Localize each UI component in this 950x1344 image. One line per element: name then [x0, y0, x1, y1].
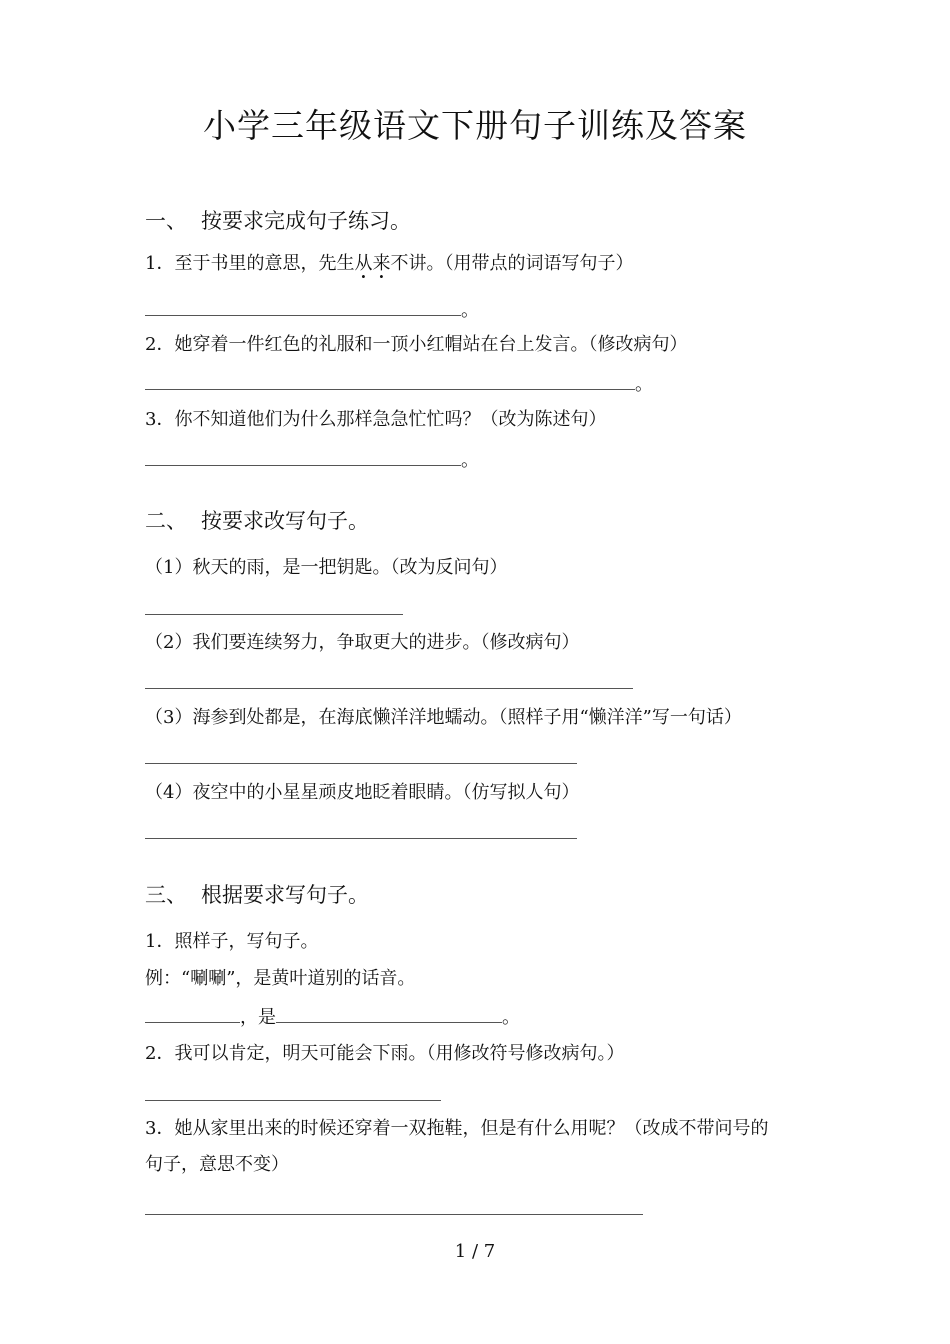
question-1-suffix: 不讲。（用带点的词语写句子）	[390, 253, 634, 274]
answer-line-1[interactable]	[145, 297, 479, 321]
answer-line-3[interactable]	[145, 447, 479, 471]
section-1-question-2: 2．她穿着一件红色的礼服和一顶小红帽站在台上发言。（修改病句）	[145, 334, 688, 355]
end-mark: 。	[635, 374, 653, 395]
answer-line-5[interactable]	[145, 670, 633, 694]
end-mark: 。	[461, 450, 479, 471]
answer-line-4[interactable]	[145, 596, 403, 620]
section-1-title: 按要求完成句子练习。	[201, 209, 411, 233]
section-3-question-3-line-1: 3．她从家里出来的时候还穿着一双拖鞋，但是有什么用呢？（改成不带问号的	[145, 1118, 769, 1139]
answer-rule[interactable]	[145, 670, 633, 689]
answer-rule[interactable]	[145, 745, 577, 764]
section-3-title: 根据要求写句子。	[201, 883, 369, 907]
section-3-number: 三、	[145, 883, 187, 907]
section-2-question-4: （4）夜空中的小星星顽皮地眨着眼睛。（仿写拟人句）	[145, 782, 580, 803]
section-1-question-3: 3．你不知道他们为什么那样急急忙忙吗？（改为陈述句）	[145, 409, 607, 430]
section-2-number: 二、	[145, 509, 187, 533]
section-3-question-2: 2．我可以肯定，明天可能会下雨。（用修改符号修改病句。）	[145, 1043, 625, 1064]
answer-rule[interactable]	[145, 596, 403, 615]
section-2-question-2: （2）我们要连续努力，争取更大的进步。（修改病句）	[145, 632, 580, 653]
section-1-number: 一、	[145, 209, 187, 233]
section-2-title: 按要求改写句子。	[201, 509, 369, 533]
answer-rule[interactable]	[145, 447, 461, 466]
fill-blank-1[interactable]	[145, 1004, 240, 1023]
section-1-question-1	[145, 252, 633, 276]
section-2-question-3: （3）海参到处都是，在海底懒洋洋地蠕动。（照样子用“懒洋洋”写一句话）	[145, 707, 742, 728]
dotted-char-2: 来	[372, 253, 391, 274]
section-2-heading	[145, 507, 369, 535]
dotted-char-1: 从	[354, 253, 373, 274]
answer-line-6[interactable]	[145, 745, 577, 769]
answer-line-2[interactable]	[145, 371, 653, 395]
answer-rule[interactable]	[145, 297, 461, 316]
answer-rule[interactable]	[145, 1082, 441, 1101]
section-3-question-1: 1．照样子，写句子。	[145, 931, 319, 952]
answer-line-8[interactable]	[145, 1082, 441, 1106]
example-sentence: 例：“唰唰”，是黄叶道别的话音。	[145, 968, 416, 989]
page-number: 1 / 7	[454, 1241, 496, 1262]
answer-rule[interactable]	[145, 371, 635, 390]
question-1-prefix: 1．至于书里的意思，先生	[145, 253, 355, 274]
page-title: 小学三年级语文下册句子训练及答案	[203, 106, 747, 145]
fill-end-mark: 。	[502, 1007, 520, 1028]
answer-rule[interactable]	[145, 1196, 643, 1215]
fill-blank-2[interactable]	[276, 1004, 502, 1023]
section-3-question-3-line-2: 句子，意思不变）	[145, 1154, 289, 1175]
section-2-question-1: （1）秋天的雨，是一把钥匙。（改为反问句）	[145, 557, 508, 578]
answer-line-7[interactable]	[145, 820, 577, 844]
fill-in-sentence[interactable]	[145, 1004, 520, 1028]
fill-connector: ，是	[240, 1007, 276, 1028]
answer-line-9[interactable]	[145, 1196, 643, 1220]
section-1-heading	[145, 207, 411, 235]
answer-rule[interactable]	[145, 820, 577, 839]
end-mark: 。	[461, 300, 479, 321]
section-3-heading	[145, 881, 369, 909]
